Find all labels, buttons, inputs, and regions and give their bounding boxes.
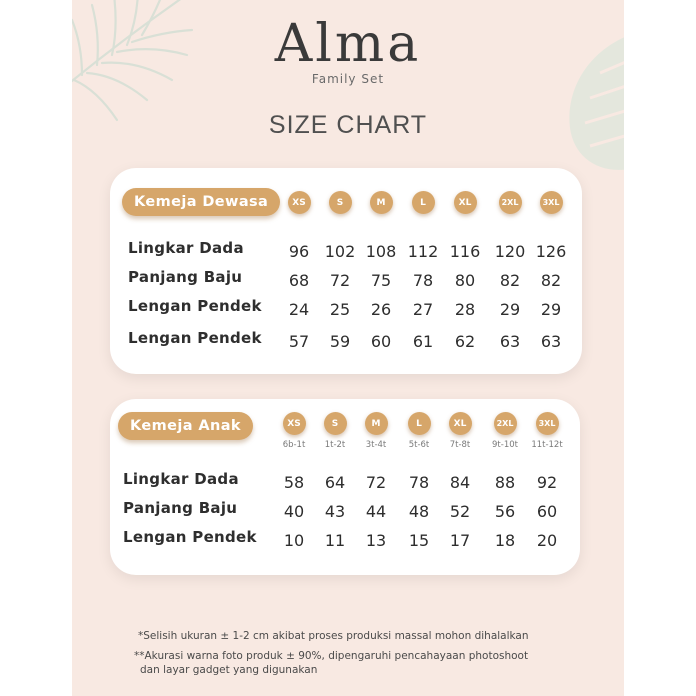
measurement-value: 120 — [494, 242, 526, 261]
size-badge-m: M — [365, 412, 388, 435]
size-badge-xl: XL — [454, 191, 477, 214]
age-range-label: 5t-6t — [408, 440, 430, 450]
age-range-label: 7t-8t — [449, 440, 471, 450]
measurement-value: 25 — [329, 300, 351, 319]
measurement-value: 102 — [324, 242, 356, 261]
measurement-value: 28 — [454, 300, 476, 319]
measurement-label: Lingkar Dada — [123, 470, 239, 488]
measurement-value: 44 — [365, 502, 387, 521]
size-badge-xs: XS — [283, 412, 306, 435]
age-range-label: 11t-12t — [531, 440, 563, 450]
measurement-label: Lingkar Dada — [128, 239, 244, 257]
age-range-label: 6b-1t — [282, 440, 306, 450]
measurement-value: 56 — [494, 502, 516, 521]
size-badge-s: S — [329, 191, 352, 214]
note-size-tolerance: *Selisih ukuran ± 1-2 cm akibat proses produksi massal mohon dihalalkan — [138, 630, 529, 642]
measurement-value: 75 — [370, 271, 392, 290]
measurement-value: 29 — [540, 300, 562, 319]
measurement-value: 40 — [283, 502, 305, 521]
measurement-value: 60 — [370, 332, 392, 351]
measurement-value: 60 — [536, 502, 558, 521]
measurement-value: 18 — [494, 531, 516, 550]
measurement-value: 88 — [494, 473, 516, 492]
measurement-value: 24 — [288, 300, 310, 319]
measurement-value: 29 — [499, 300, 521, 319]
page-heading: SIZE CHART — [268, 111, 428, 139]
measurement-value: 82 — [540, 271, 562, 290]
measurement-value: 72 — [365, 473, 387, 492]
kids-category-tag: Kemeja Anak — [118, 412, 253, 440]
measurement-value: 43 — [324, 502, 346, 521]
measurement-value: 58 — [283, 473, 305, 492]
measurement-value: 62 — [454, 332, 476, 351]
measurement-value: 63 — [540, 332, 562, 351]
measurement-value: 108 — [365, 242, 397, 261]
age-range-label: 3t-4t — [365, 440, 387, 450]
measurement-value: 64 — [324, 473, 346, 492]
age-range-label: 1t-2t — [324, 440, 346, 450]
measurement-value: 78 — [408, 473, 430, 492]
size-badge-xs: XS — [288, 191, 311, 214]
measurement-value: 84 — [449, 473, 471, 492]
measurement-value: 116 — [449, 242, 481, 261]
measurement-label: Panjang Baju — [123, 499, 238, 517]
measurement-value: 52 — [449, 502, 471, 521]
measurement-value: 126 — [535, 242, 567, 261]
measurement-value: 80 — [454, 271, 476, 290]
measurement-value: 63 — [499, 332, 521, 351]
measurement-label: Lengan Pendek — [128, 329, 262, 347]
note-color-accuracy: **Akurasi warna foto produk ± 90%, dipengaruhi pencahayaan photoshoot — [134, 650, 529, 662]
brand-title: Alma — [274, 14, 422, 74]
measurement-value: 27 — [412, 300, 434, 319]
size-badge-s: S — [324, 412, 347, 435]
measurement-value: 59 — [329, 332, 351, 351]
measurement-value: 96 — [288, 242, 310, 261]
note-color-accuracy-cont: dan layar gadget yang digunakan — [140, 664, 318, 676]
measurement-value: 57 — [288, 332, 310, 351]
measurement-label: Panjang Baju — [128, 268, 243, 286]
size-badge-2xl: 2XL — [494, 412, 517, 435]
size-badge-2xl: 2XL — [499, 191, 522, 214]
measurement-label: Lengan Pendek — [123, 528, 257, 546]
measurement-value: 15 — [408, 531, 430, 550]
measurement-value: 10 — [283, 531, 305, 550]
measurement-value: 68 — [288, 271, 310, 290]
measurement-value: 61 — [412, 332, 434, 351]
measurement-label: Lengan Pendek — [128, 297, 262, 315]
measurement-value: 13 — [365, 531, 387, 550]
measurement-value: 82 — [499, 271, 521, 290]
size-badge-xl: XL — [449, 412, 472, 435]
measurement-value: 20 — [536, 531, 558, 550]
measurement-value: 112 — [407, 242, 439, 261]
brand-subtitle: Family Set — [311, 72, 385, 86]
measurement-value: 72 — [329, 271, 351, 290]
size-badge-3xl: 3XL — [540, 191, 563, 214]
adult-category-tag: Kemeja Dewasa — [122, 188, 280, 216]
measurement-value: 26 — [370, 300, 392, 319]
measurement-value: 92 — [536, 473, 558, 492]
measurement-value: 78 — [412, 271, 434, 290]
measurement-value: 48 — [408, 502, 430, 521]
size-badge-l: L — [408, 412, 431, 435]
size-badge-m: M — [370, 191, 393, 214]
measurement-value: 11 — [324, 531, 346, 550]
measurement-value: 17 — [449, 531, 471, 550]
size-badge-l: L — [412, 191, 435, 214]
age-range-label: 9t-10t — [492, 440, 518, 450]
size-badge-3xl: 3XL — [536, 412, 559, 435]
size-chart-page — [72, 0, 624, 696]
